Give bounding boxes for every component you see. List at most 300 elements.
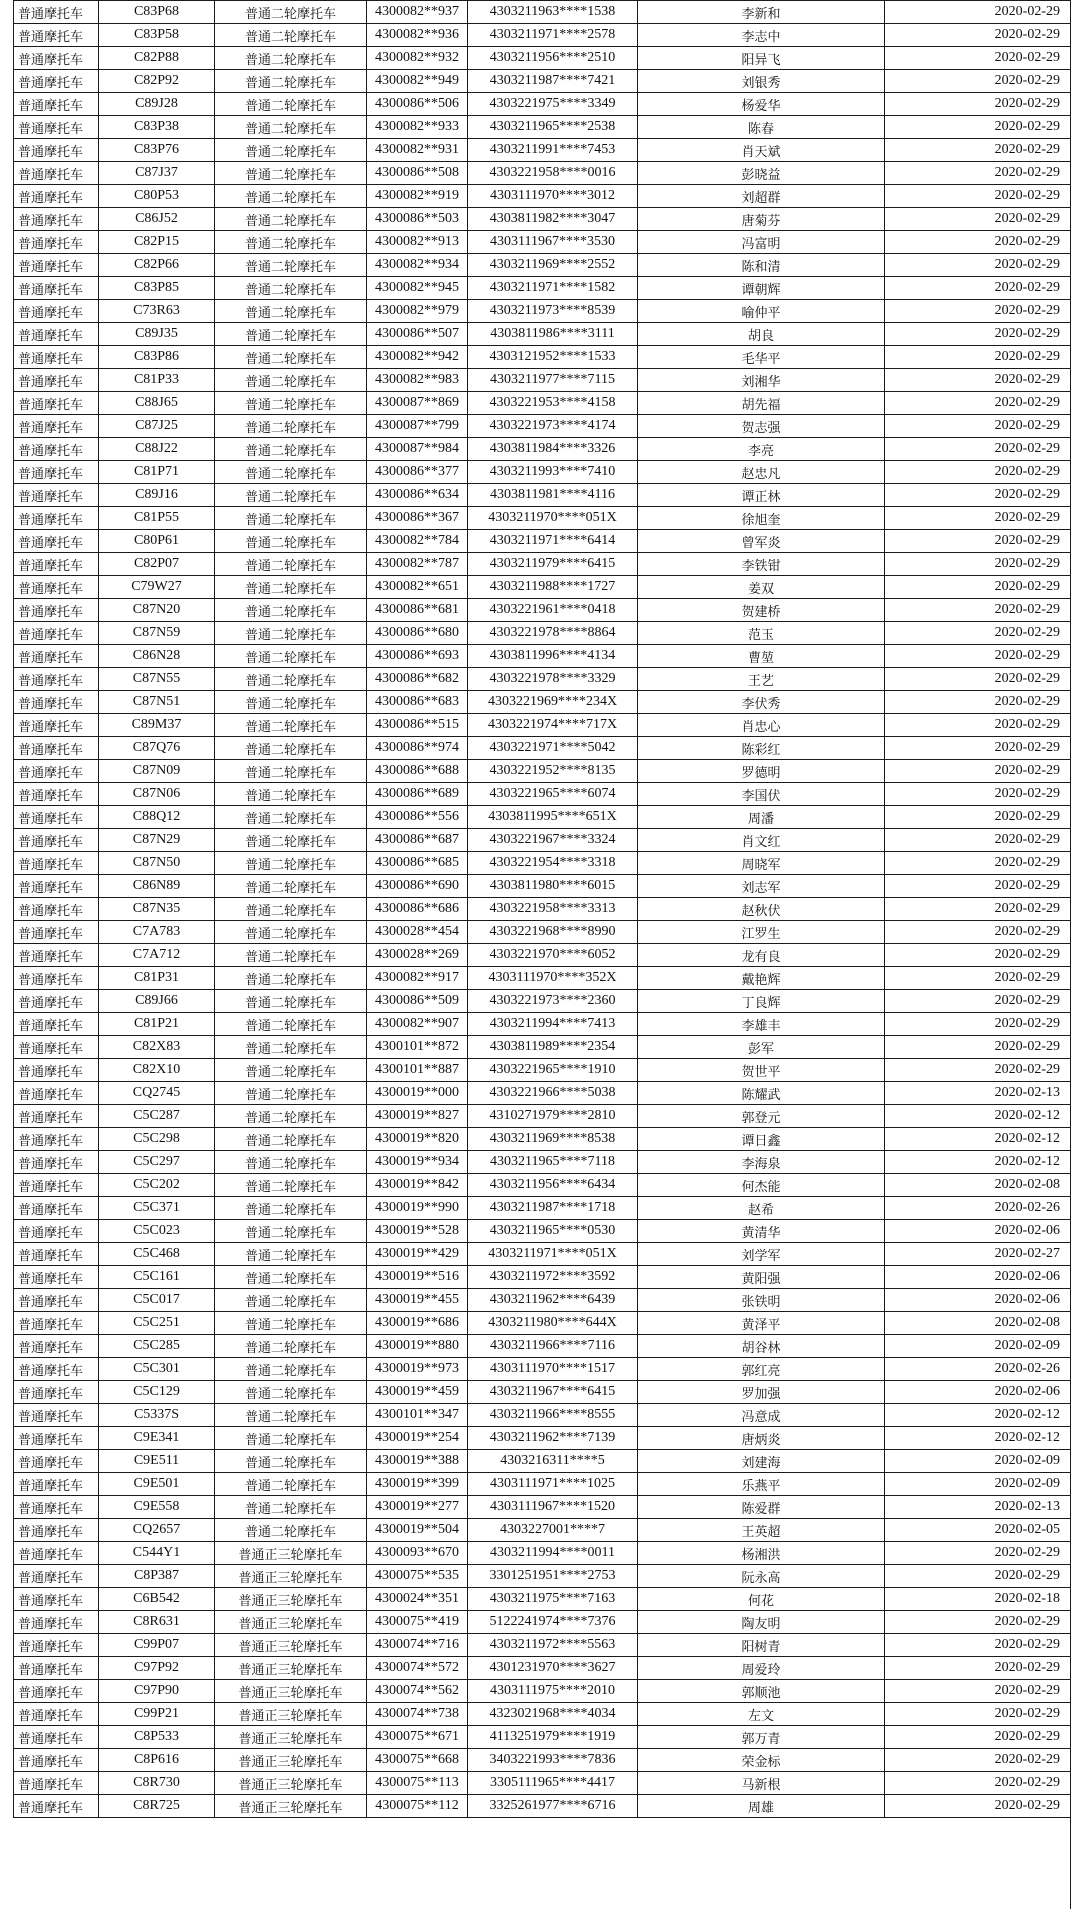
id-no-cell: 4303811995****651X — [468, 806, 638, 829]
class-cell: 普通摩托车 — [14, 1, 99, 24]
name-cell: 冯富明 — [638, 231, 885, 254]
license-no-cell: 4300087**799 — [367, 415, 468, 438]
name-cell: 丁良辉 — [638, 990, 885, 1013]
id-no-cell: 4303221965****1910 — [468, 1059, 638, 1082]
vehicle-type-cell: 普通二轮摩托车 — [215, 139, 367, 162]
table-row — [14, 139, 1071, 162]
name-cell: 唐炳炎 — [638, 1427, 885, 1450]
date-cell: 2020-02-29 — [885, 921, 1071, 944]
id-no-cell: 5122241974****7376 — [468, 1611, 638, 1634]
table-row — [14, 990, 1071, 1013]
class-cell: 普通摩托车 — [14, 1450, 99, 1473]
name-cell: 乐燕平 — [638, 1473, 885, 1496]
plate-cell: C5C129 — [99, 1381, 215, 1404]
id-no-cell: 4303221969****234X — [468, 691, 638, 714]
id-no-cell: 4303211971****1582 — [468, 277, 638, 300]
class-cell: 普通摩托车 — [14, 599, 99, 622]
date-cell: 2020-02-08 — [885, 1312, 1071, 1335]
vehicle-type-cell: 普通正三轮摩托车 — [215, 1749, 367, 1772]
vehicle-type-cell: 普通二轮摩托车 — [215, 760, 367, 783]
class-cell: 普通摩托车 — [14, 1404, 99, 1427]
table-row — [14, 1220, 1071, 1243]
class-cell: 普通摩托车 — [14, 185, 99, 208]
id-no-cell: 4303211980****644X — [468, 1312, 638, 1335]
license-no-cell: 4300074**716 — [367, 1634, 468, 1657]
table-row — [14, 553, 1071, 576]
date-cell: 2020-02-29 — [885, 1, 1071, 24]
license-no-cell: 4300086**690 — [367, 875, 468, 898]
id-no-cell: 4303811984****3326 — [468, 438, 638, 461]
class-cell: 普通摩托车 — [14, 1312, 99, 1335]
date-cell: 2020-02-06 — [885, 1220, 1071, 1243]
plate-cell: C88J22 — [99, 438, 215, 461]
id-no-cell: 4303227001****7 — [468, 1519, 638, 1542]
date-cell: 2020-02-29 — [885, 1542, 1071, 1565]
date-cell: 2020-02-29 — [885, 392, 1071, 415]
table-row — [14, 1749, 1071, 1772]
id-no-cell: 4303221975****3349 — [468, 93, 638, 116]
table-row — [14, 1151, 1071, 1174]
plate-cell: C8R725 — [99, 1795, 215, 1818]
plate-cell: C81P31 — [99, 967, 215, 990]
name-cell: 刘超群 — [638, 185, 885, 208]
class-cell: 普通摩托车 — [14, 24, 99, 47]
class-cell: 普通摩托车 — [14, 967, 99, 990]
vehicle-type-cell: 普通二轮摩托车 — [215, 1082, 367, 1105]
plate-cell: C99P21 — [99, 1703, 215, 1726]
table-row — [14, 1105, 1071, 1128]
name-cell: 郭万青 — [638, 1726, 885, 1749]
vehicle-type-cell: 普通二轮摩托车 — [215, 1519, 367, 1542]
vehicle-type-cell: 普通二轮摩托车 — [215, 783, 367, 806]
date-cell: 2020-02-29 — [885, 24, 1071, 47]
license-no-cell: 4300082**784 — [367, 530, 468, 553]
table-row — [14, 1772, 1071, 1795]
name-cell: 李新和 — [638, 1, 885, 24]
vehicle-type-cell: 普通二轮摩托车 — [215, 990, 367, 1013]
table-row — [14, 1795, 1071, 1818]
date-cell: 2020-02-09 — [885, 1450, 1071, 1473]
vehicle-type-cell: 普通二轮摩托车 — [215, 1128, 367, 1151]
table-row — [14, 1657, 1071, 1680]
date-cell: 2020-02-29 — [885, 438, 1071, 461]
id-no-cell: 4303211973****8539 — [468, 300, 638, 323]
plate-cell: C544Y1 — [99, 1542, 215, 1565]
plate-cell: C82P88 — [99, 47, 215, 70]
name-cell: 戴艳辉 — [638, 967, 885, 990]
license-no-cell: 4300082**942 — [367, 346, 468, 369]
plate-cell: C5C298 — [99, 1128, 215, 1151]
class-cell: 普通摩托车 — [14, 208, 99, 231]
plate-cell: C82P07 — [99, 553, 215, 576]
date-cell: 2020-02-29 — [885, 507, 1071, 530]
name-cell: 罗德明 — [638, 760, 885, 783]
license-no-cell: 4300093**670 — [367, 1542, 468, 1565]
id-no-cell: 3305111965****4417 — [468, 1772, 638, 1795]
date-cell: 2020-02-29 — [885, 599, 1071, 622]
class-cell: 普通摩托车 — [14, 1013, 99, 1036]
id-no-cell: 4303211991****7453 — [468, 139, 638, 162]
table-row — [14, 231, 1071, 254]
name-cell: 郭登元 — [638, 1105, 885, 1128]
class-cell: 普通摩托车 — [14, 116, 99, 139]
plate-cell: C87J25 — [99, 415, 215, 438]
table-row — [14, 208, 1071, 231]
date-cell: 2020-02-29 — [885, 967, 1071, 990]
plate-cell: C81P71 — [99, 461, 215, 484]
id-no-cell: 4303211971****051X — [468, 1243, 638, 1266]
table-row — [14, 1450, 1071, 1473]
vehicle-type-cell: 普通二轮摩托车 — [215, 24, 367, 47]
class-cell: 普通摩托车 — [14, 1197, 99, 1220]
vehicle-type-cell: 普通二轮摩托车 — [215, 300, 367, 323]
license-no-cell: 4300075**668 — [367, 1749, 468, 1772]
class-cell: 普通摩托车 — [14, 254, 99, 277]
id-no-cell: 4303211987****1718 — [468, 1197, 638, 1220]
name-cell: 何杰能 — [638, 1174, 885, 1197]
vehicle-type-cell: 普通二轮摩托车 — [215, 599, 367, 622]
date-cell: 2020-02-29 — [885, 691, 1071, 714]
license-no-cell: 4300019**880 — [367, 1335, 468, 1358]
vehicle-type-cell: 普通二轮摩托车 — [215, 162, 367, 185]
table-row — [14, 323, 1071, 346]
license-no-cell: 4300075**419 — [367, 1611, 468, 1634]
name-cell: 陈耀武 — [638, 1082, 885, 1105]
plate-cell: C5C301 — [99, 1358, 215, 1381]
class-cell: 普通摩托车 — [14, 737, 99, 760]
plate-cell: C8R730 — [99, 1772, 215, 1795]
plate-cell: C80P53 — [99, 185, 215, 208]
date-cell: 2020-02-29 — [885, 93, 1071, 116]
date-cell: 2020-02-29 — [885, 484, 1071, 507]
id-no-cell: 4303111971****1025 — [468, 1473, 638, 1496]
plate-cell: C5C202 — [99, 1174, 215, 1197]
date-cell: 2020-02-13 — [885, 1496, 1071, 1519]
id-no-cell: 4303211979****6415 — [468, 553, 638, 576]
license-no-cell: 4300082**949 — [367, 70, 468, 93]
name-cell: 刘建海 — [638, 1450, 885, 1473]
date-cell: 2020-02-26 — [885, 1197, 1071, 1220]
table-row — [14, 576, 1071, 599]
plate-cell: C79W27 — [99, 576, 215, 599]
date-cell: 2020-02-29 — [885, 185, 1071, 208]
plate-cell: C7A783 — [99, 921, 215, 944]
vehicle-type-cell: 普通二轮摩托车 — [215, 392, 367, 415]
license-no-cell: 4300019**842 — [367, 1174, 468, 1197]
date-cell: 2020-02-29 — [885, 1795, 1071, 1818]
license-no-cell: 4300019**528 — [367, 1220, 468, 1243]
table-row — [14, 47, 1071, 70]
id-no-cell: 4303211965****2538 — [468, 116, 638, 139]
vehicle-type-cell: 普通二轮摩托车 — [215, 1381, 367, 1404]
name-cell: 喻仲平 — [638, 300, 885, 323]
table-row — [14, 300, 1071, 323]
vehicle-type-cell: 普通二轮摩托车 — [215, 1473, 367, 1496]
date-cell: 2020-02-13 — [885, 1082, 1071, 1105]
name-cell: 周晓军 — [638, 852, 885, 875]
name-cell: 唐菊芬 — [638, 208, 885, 231]
class-cell: 普通摩托车 — [14, 162, 99, 185]
name-cell: 贺志强 — [638, 415, 885, 438]
class-cell: 普通摩托车 — [14, 668, 99, 691]
license-no-cell: 4300082**936 — [367, 24, 468, 47]
table-row — [14, 1703, 1071, 1726]
id-no-cell: 3301251951****2753 — [468, 1565, 638, 1588]
plate-cell: C83P85 — [99, 277, 215, 300]
class-cell: 普通摩托车 — [14, 1128, 99, 1151]
vehicle-type-cell: 普通二轮摩托车 — [215, 93, 367, 116]
date-cell: 2020-02-29 — [885, 461, 1071, 484]
date-cell: 2020-02-29 — [885, 346, 1071, 369]
name-cell: 王艺 — [638, 668, 885, 691]
id-no-cell: 4303211963****1538 — [468, 1, 638, 24]
vehicle-type-cell: 普通正三轮摩托车 — [215, 1634, 367, 1657]
class-cell: 普通摩托车 — [14, 1243, 99, 1266]
license-no-cell: 4300019**388 — [367, 1450, 468, 1473]
class-cell: 普通摩托车 — [14, 806, 99, 829]
table-row — [14, 1312, 1071, 1335]
license-no-cell: 4300019**254 — [367, 1427, 468, 1450]
id-no-cell: 4303211972****5563 — [468, 1634, 638, 1657]
vehicle-type-cell: 普通二轮摩托车 — [215, 1358, 367, 1381]
id-no-cell: 4303111967****3530 — [468, 231, 638, 254]
plate-cell: C5C297 — [99, 1151, 215, 1174]
plate-cell: C82P15 — [99, 231, 215, 254]
license-no-cell: 4300086**634 — [367, 484, 468, 507]
vehicle-type-cell: 普通二轮摩托车 — [215, 1036, 367, 1059]
vehicle-type-cell: 普通二轮摩托车 — [215, 1197, 367, 1220]
plate-cell: C89M37 — [99, 714, 215, 737]
vehicle-type-cell: 普通二轮摩托车 — [215, 898, 367, 921]
class-cell: 普通摩托车 — [14, 1036, 99, 1059]
class-cell: 普通摩托车 — [14, 1059, 99, 1082]
name-cell: 杨爱华 — [638, 93, 885, 116]
table-row — [14, 1404, 1071, 1427]
date-cell: 2020-02-29 — [885, 415, 1071, 438]
vehicle-type-cell: 普通二轮摩托车 — [215, 254, 367, 277]
license-no-cell: 4300086**503 — [367, 208, 468, 231]
license-no-cell: 4300082**932 — [367, 47, 468, 70]
table-row — [14, 461, 1071, 484]
class-cell: 普通摩托车 — [14, 760, 99, 783]
date-cell: 2020-02-29 — [885, 1680, 1071, 1703]
id-no-cell: 4303221968****8990 — [468, 921, 638, 944]
vehicle-type-cell: 普通二轮摩托车 — [215, 1335, 367, 1358]
id-no-cell: 4303221953****4158 — [468, 392, 638, 415]
vehicle-type-cell: 普通二轮摩托车 — [215, 1312, 367, 1335]
table-row — [14, 668, 1071, 691]
plate-cell: C9E511 — [99, 1450, 215, 1473]
license-no-cell: 4300082**983 — [367, 369, 468, 392]
license-no-cell: 4300075**113 — [367, 1772, 468, 1795]
vehicle-type-cell: 普通二轮摩托车 — [215, 852, 367, 875]
plate-cell: C89J28 — [99, 93, 215, 116]
table-row — [14, 783, 1071, 806]
license-no-cell: 4300019**820 — [367, 1128, 468, 1151]
id-no-cell: 4303211969****8538 — [468, 1128, 638, 1151]
table-row — [14, 737, 1071, 760]
plate-cell: C9E558 — [99, 1496, 215, 1519]
name-cell: 陈和清 — [638, 254, 885, 277]
name-cell: 李雄丰 — [638, 1013, 885, 1036]
vehicle-type-cell: 普通二轮摩托车 — [215, 530, 367, 553]
name-cell: 刘志军 — [638, 875, 885, 898]
name-cell: 李铁钳 — [638, 553, 885, 576]
date-cell: 2020-02-29 — [885, 1036, 1071, 1059]
plate-cell: C87N06 — [99, 783, 215, 806]
table-row — [14, 898, 1071, 921]
table-row — [14, 1, 1071, 24]
id-no-cell: 4303221973****4174 — [468, 415, 638, 438]
class-cell: 普通摩托车 — [14, 645, 99, 668]
table-row — [14, 1013, 1071, 1036]
name-cell: 罗加强 — [638, 1381, 885, 1404]
vehicle-type-cell: 普通二轮摩托车 — [215, 346, 367, 369]
id-no-cell: 4301231970****3627 — [468, 1657, 638, 1680]
license-no-cell: 4300082**787 — [367, 553, 468, 576]
vehicle-type-cell: 普通二轮摩托车 — [215, 967, 367, 990]
license-no-cell: 4300086**974 — [367, 737, 468, 760]
id-no-cell: 4303221978****8864 — [468, 622, 638, 645]
plate-cell: C73R63 — [99, 300, 215, 323]
name-cell: 谭正林 — [638, 484, 885, 507]
name-cell: 赵希 — [638, 1197, 885, 1220]
class-cell: 普通摩托车 — [14, 898, 99, 921]
vehicle-type-cell: 普通二轮摩托车 — [215, 484, 367, 507]
class-cell: 普通摩托车 — [14, 1289, 99, 1312]
class-cell: 普通摩托车 — [14, 1772, 99, 1795]
table-row — [14, 806, 1071, 829]
id-no-cell: 4303221967****3324 — [468, 829, 638, 852]
license-no-cell: 4300086**515 — [367, 714, 468, 737]
id-no-cell: 4303811980****6015 — [468, 875, 638, 898]
table-row — [14, 1335, 1071, 1358]
id-no-cell: 4303221966****5038 — [468, 1082, 638, 1105]
name-cell: 范玉 — [638, 622, 885, 645]
vehicle-type-cell: 普通二轮摩托车 — [215, 1243, 367, 1266]
date-cell: 2020-02-29 — [885, 277, 1071, 300]
license-no-cell: 4300074**562 — [367, 1680, 468, 1703]
class-cell: 普通摩托车 — [14, 300, 99, 323]
name-cell: 何花 — [638, 1588, 885, 1611]
plate-cell: C83P86 — [99, 346, 215, 369]
vehicle-type-cell: 普通二轮摩托车 — [215, 1289, 367, 1312]
plate-cell: C86N89 — [99, 875, 215, 898]
plate-cell: C81P33 — [99, 369, 215, 392]
name-cell: 李志中 — [638, 24, 885, 47]
plate-cell: C8P533 — [99, 1726, 215, 1749]
id-no-cell: 4303211965****0530 — [468, 1220, 638, 1243]
id-no-cell: 4303111967****1520 — [468, 1496, 638, 1519]
vehicle-type-cell: 普通二轮摩托车 — [215, 185, 367, 208]
license-no-cell: 4300086**509 — [367, 990, 468, 1013]
id-no-cell: 4303221978****3329 — [468, 668, 638, 691]
class-cell: 普通摩托车 — [14, 1542, 99, 1565]
class-cell: 普通摩托车 — [14, 1266, 99, 1289]
plate-cell: C82P92 — [99, 70, 215, 93]
license-no-cell: 4300082**919 — [367, 185, 468, 208]
plate-cell: C8P616 — [99, 1749, 215, 1772]
table-row — [14, 1174, 1071, 1197]
date-cell: 2020-02-29 — [885, 1749, 1071, 1772]
table-row — [14, 622, 1071, 645]
license-no-cell: 4300019**516 — [367, 1266, 468, 1289]
license-no-cell: 4300086**685 — [367, 852, 468, 875]
vehicle-type-cell: 普通二轮摩托车 — [215, 415, 367, 438]
vehicle-type-cell: 普通二轮摩托车 — [215, 645, 367, 668]
name-cell: 杨湘洪 — [638, 1542, 885, 1565]
table-row — [14, 967, 1071, 990]
table-row — [14, 599, 1071, 622]
id-no-cell: 4303221965****6074 — [468, 783, 638, 806]
date-cell: 2020-02-29 — [885, 1013, 1071, 1036]
plate-cell: C89J16 — [99, 484, 215, 507]
table-row — [14, 185, 1071, 208]
date-cell: 2020-02-29 — [885, 116, 1071, 139]
date-cell: 2020-02-12 — [885, 1404, 1071, 1427]
name-cell: 阳异飞 — [638, 47, 885, 70]
license-no-cell: 4300019**827 — [367, 1105, 468, 1128]
date-cell: 2020-02-27 — [885, 1243, 1071, 1266]
license-no-cell: 4300028**454 — [367, 921, 468, 944]
table-row — [14, 1059, 1071, 1082]
vehicle-type-cell: 普通二轮摩托车 — [215, 668, 367, 691]
plate-cell: C82P66 — [99, 254, 215, 277]
date-cell: 2020-02-29 — [885, 300, 1071, 323]
vehicle-type-cell: 普通二轮摩托车 — [215, 1220, 367, 1243]
license-no-cell: 4300101**887 — [367, 1059, 468, 1082]
vehicle-type-cell: 普通二轮摩托车 — [215, 576, 367, 599]
vehicle-type-cell: 普通二轮摩托车 — [215, 277, 367, 300]
date-cell: 2020-02-29 — [885, 1611, 1071, 1634]
license-no-cell: 4300101**872 — [367, 1036, 468, 1059]
plate-cell: CQ2745 — [99, 1082, 215, 1105]
table-row — [14, 277, 1071, 300]
vehicle-type-cell: 普通正三轮摩托车 — [215, 1726, 367, 1749]
license-no-cell: 4300019**000 — [367, 1082, 468, 1105]
vehicle-type-cell: 普通二轮摩托车 — [215, 47, 367, 70]
license-no-cell: 4300028**269 — [367, 944, 468, 967]
license-no-cell: 4300082**945 — [367, 277, 468, 300]
name-cell: 彭晓益 — [638, 162, 885, 185]
table-row — [14, 875, 1071, 898]
vehicle-type-cell: 普通二轮摩托车 — [215, 208, 367, 231]
plate-cell: C87J37 — [99, 162, 215, 185]
id-no-cell: 4303111970****1517 — [468, 1358, 638, 1381]
id-no-cell: 4323021968****4034 — [468, 1703, 638, 1726]
id-no-cell: 3403221993****7836 — [468, 1749, 638, 1772]
date-cell: 2020-02-29 — [885, 70, 1071, 93]
vehicle-type-cell: 普通正三轮摩托车 — [215, 1680, 367, 1703]
id-no-cell: 4310271979****2810 — [468, 1105, 638, 1128]
name-cell: 荣金标 — [638, 1749, 885, 1772]
table-row — [14, 760, 1071, 783]
table-row — [14, 1289, 1071, 1312]
id-no-cell: 4303811996****4134 — [468, 645, 638, 668]
date-cell: 2020-02-29 — [885, 162, 1071, 185]
plate-cell: C86N28 — [99, 645, 215, 668]
date-cell: 2020-02-29 — [885, 622, 1071, 645]
name-cell: 胡谷林 — [638, 1335, 885, 1358]
plate-cell: C99P07 — [99, 1634, 215, 1657]
license-no-cell: 4300082**933 — [367, 116, 468, 139]
name-cell: 周爱玲 — [638, 1657, 885, 1680]
table-body — [14, 1, 1071, 1818]
plate-cell: C9E341 — [99, 1427, 215, 1450]
date-cell: 2020-02-29 — [885, 737, 1071, 760]
plate-cell: C87N09 — [99, 760, 215, 783]
license-no-cell: 4300075**112 — [367, 1795, 468, 1818]
